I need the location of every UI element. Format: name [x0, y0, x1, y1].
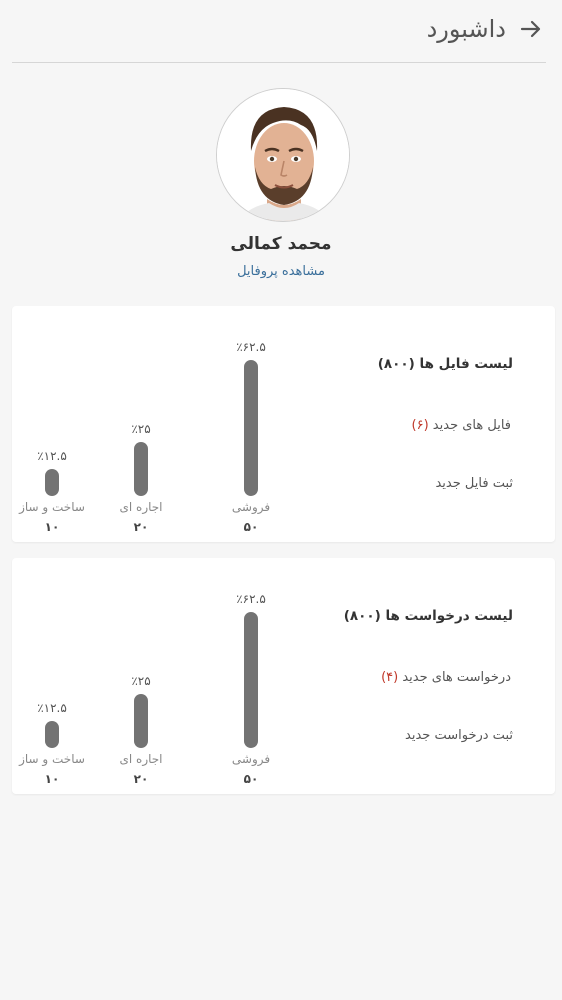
bar-percent-label: ٪۱۲.۵ [37, 700, 67, 715]
new-files-label: فایل های جدید [432, 418, 511, 433]
avatar [216, 88, 350, 222]
bar-percent-label: ٪۲۵ [131, 673, 151, 688]
new-files-count: (۶) [411, 418, 429, 433]
new-requests-label: درخواست های جدید [402, 670, 511, 685]
bar [45, 721, 59, 748]
add-file-link[interactable]: ثبت فایل جدید [435, 476, 513, 491]
app-header [0, 0, 562, 64]
bar [134, 694, 148, 748]
bar-percent-label: ٪۱۲.۵ [37, 448, 67, 463]
bar-category-label: ساخت و ساز [19, 500, 85, 514]
bar-column [7, 306, 97, 542]
back-button[interactable] [516, 14, 546, 44]
bar [45, 469, 59, 496]
files-card [12, 306, 555, 542]
new-requests-count: (۴) [381, 670, 399, 685]
bar-percent-label: ٪۲۵ [131, 421, 151, 436]
requests-list-title[interactable]: لیست درخواست ها (۸۰۰) [343, 608, 513, 624]
bar-value-label: ۵۰ [243, 520, 259, 534]
bar-category-label: ساخت و ساز [19, 752, 85, 766]
bar-value-label: ۵۰ [243, 772, 259, 786]
bar-column [206, 558, 296, 794]
bar [244, 360, 258, 496]
bar-category-label: فروشی [231, 752, 271, 766]
new-files-link[interactable] [412, 418, 511, 433]
bar [244, 612, 258, 748]
view-profile-link[interactable]: مشاهده پروفایل [237, 264, 325, 279]
bar-column [7, 558, 97, 794]
arrow-right-icon [519, 17, 543, 41]
bar-column [206, 306, 296, 542]
page-title: داشبورد [426, 15, 506, 43]
bar-value-label: ۱۰ [44, 520, 60, 534]
bar [134, 442, 148, 496]
header-divider [12, 62, 546, 63]
user-name: محمد کمالی [230, 234, 332, 254]
add-request-link[interactable]: ثبت درخواست جدید [405, 728, 513, 743]
bar-value-label: ۲۰ [133, 520, 149, 534]
bar-value-label: ۲۰ [133, 772, 149, 786]
bar-percent-label: ٪۶۲.۵ [236, 592, 266, 606]
bar-percent-label: ٪۶۲.۵ [236, 340, 266, 354]
bar-value-label: ۱۰ [44, 772, 60, 786]
bar-category-label: اجاره ای [119, 752, 163, 766]
bar-column [96, 306, 186, 542]
new-requests-link[interactable] [381, 670, 511, 685]
bar-category-label: فروشی [231, 500, 271, 514]
requests-card [12, 558, 555, 794]
bar-category-label: اجاره ای [119, 500, 163, 514]
avatar-image [217, 89, 350, 222]
files-list-title[interactable]: لیست فایل ها (۸۰۰) [377, 356, 513, 372]
bar-column [96, 558, 186, 794]
